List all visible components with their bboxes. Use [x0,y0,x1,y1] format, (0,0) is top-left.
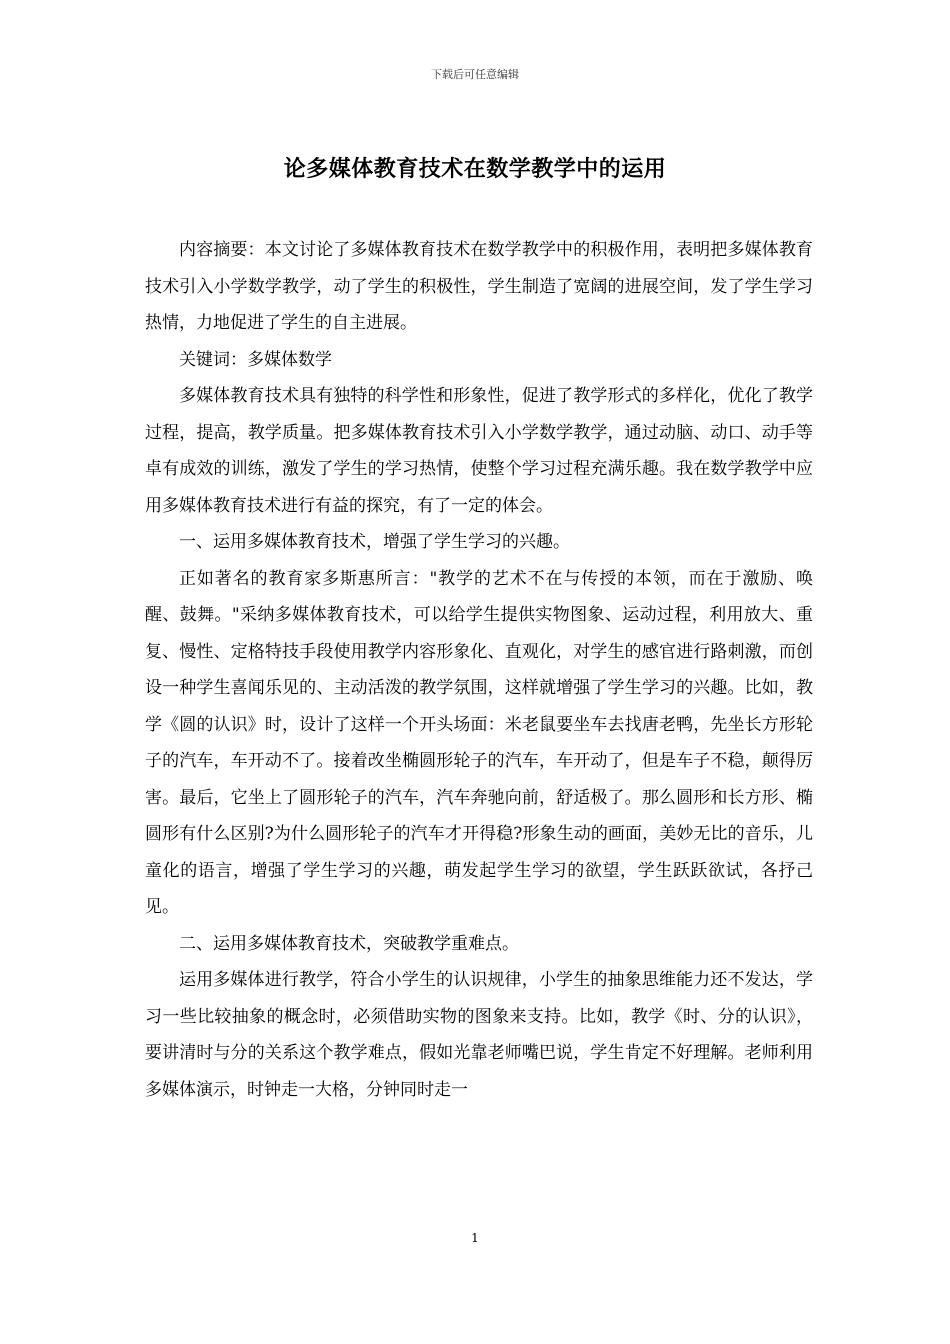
section-heading-1: 一、运用多媒体教育技术，增强了学生学习的兴趣。 [179,532,570,552]
intro-paragraph: 多媒体教育技术具有独特的科学性和形象性，促进了教学形式的多样化，优化了教学过程，提高，教学质量。把多媒体教育技术引入小学数学教学，通过动脑、动口、动手等卓有成效的训练，激发了学生的学习热情，使整个学习过程充满乐趣。我在数学教学中应用多媒体教育技术进行有益的探究，有了一定的体会。 [145,386,813,516]
header-note: 下载后可任意编辑 [431,68,519,81]
document-body [145,232,813,1108]
abstract-paragraph: 内容摘要：本文讨论了多媒体教育技术在数学教学中的积极作用，表明把多媒体教育技术引入小学数学教学，动了学生的积极性，学生制造了宽阔的进展空间，发了学生学习热情，力地促进了学生的自主进展。 [145,240,813,333]
section-1-paragraph: 正如著名的教育家多斯惠所言："教学的艺术不在与传授的本领，而在于激励、唤醒、鼓舞。"采纳多媒体教育技术，可以给学生提供实物图象、运动过程，利用放大、重复、慢性、定格特技手段使用教学内容形象化、直观化，对学生的感官进行路刺激，而创设一种学生喜闻乐见的、主动活泼的教学氛围，这样就增强了学生学习的兴趣。比如，教学《圆的认识》时，设计了这样一个开头场面：米老鼠要坐车去找唐老鸭，先坐长方形轮子的汽车，车开动不了。接着改坐椭圆形轮子的汽车，车开动了，但是车子不稳，颠得厉害。最后，它坐上了圆形轮子的汽车，汽车奔驰向前，舒适极了。那么圆形和长方形、椭圆形有什么区别?为什么圆形轮子的汽车才开得稳?形象生动的画面，美妙无比的音乐，儿童化的语言，增强了学生学习的兴趣，萌发起学生学习的欲望，学生跃跃欲试，各抒己见。 [145,568,813,917]
keywords-paragraph: 关键词：多媒体数学 [179,349,332,370]
section-2-paragraph: 运用多媒体进行教学，符合小学生的认识规律，小学生的抽象思维能力还不发达，学习一些比较抽象的概念时，必须借助实物的图象来支持。比如，教学《时、分的认识》，要讲清时与分的关系这个教学难点，假如光靠老师嘴巴说，学生肯定不好理解。老师利用多媒体演示，时钟走一大格，分钟同时走一 [145,970,813,1100]
document-title: 论多媒体教育技术在数学教学中的运用 [283,156,667,182]
section-heading-2: 二、运用多媒体教育技术，突破教学重难点。 [179,933,519,954]
page-number: 1 [471,1231,479,1245]
